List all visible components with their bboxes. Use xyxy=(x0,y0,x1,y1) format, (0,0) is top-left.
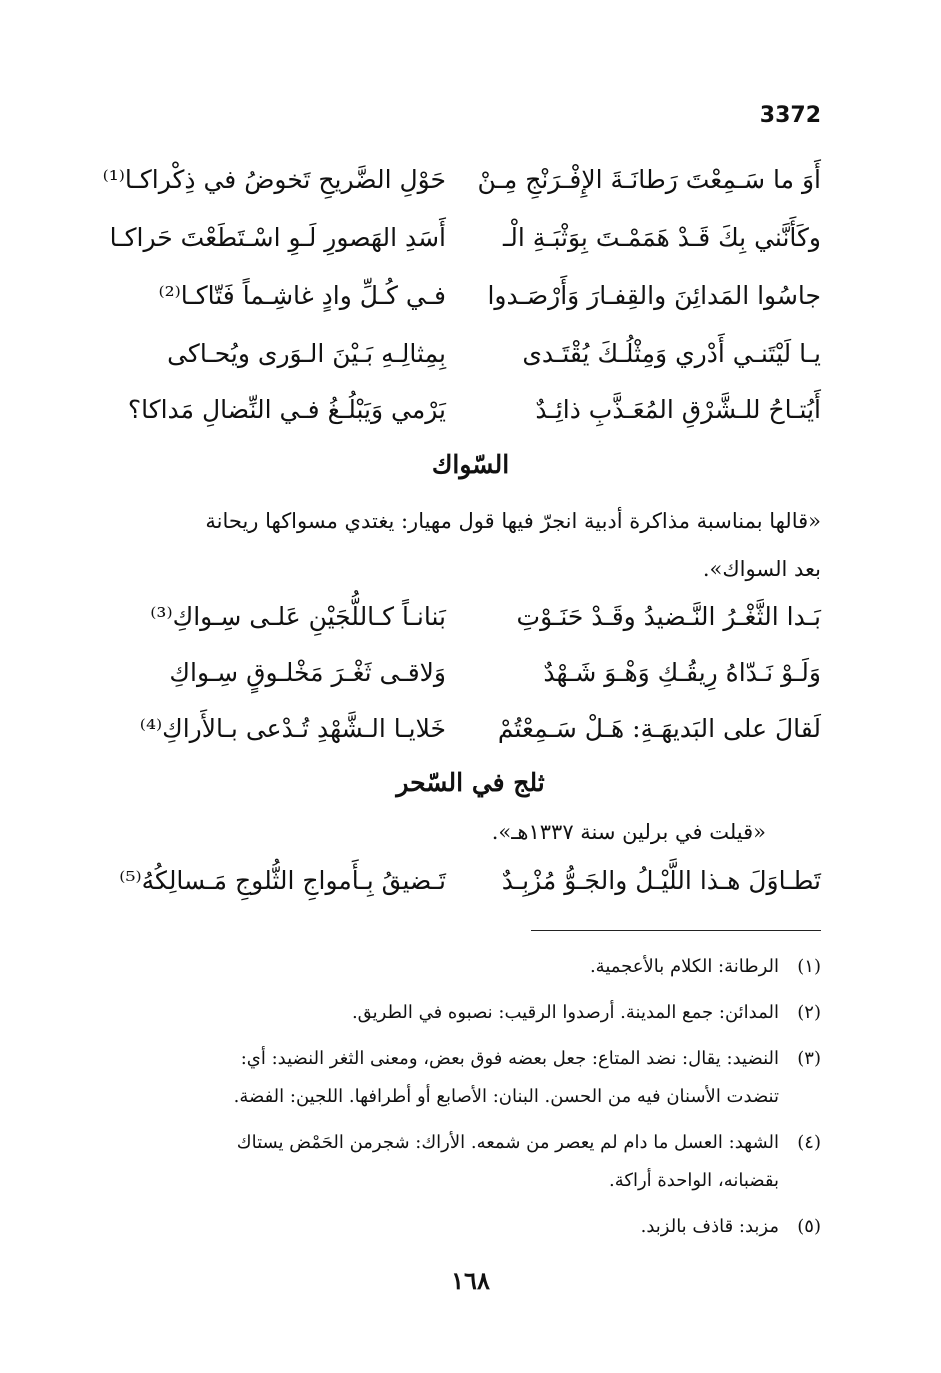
verse-second-hemistich: خَلايـا الـشَّهْدِ تُـدْعى بـالأَراكِ⁽⁴⁾ xyxy=(139,714,446,743)
verse-second-hemistich: بَنانـاً كـاللُّجَيْنِ عَلـى سِـواكِ⁽³⁾ xyxy=(150,602,446,631)
footnote-number: (٣) xyxy=(797,1048,821,1069)
verse-second-hemistich: وَلاقـى ثَغْـرَ مَخْلـوقٍ سِـواكِ xyxy=(169,658,446,687)
footnote-divider xyxy=(531,930,821,931)
verse-first-hemistich: لَقالَ على البَديهَـةِ: هَـلْ سَـمِعْتُمْ xyxy=(497,714,821,743)
footnote-text: المدائن: جمع المدينة. أرصدوا الرقيب: نصبوه في الطريق. xyxy=(351,1002,779,1023)
section-title: السّواك xyxy=(431,450,510,479)
footnote xyxy=(116,1040,821,1116)
verse-second-hemistich: تَـضيقُ بِـأَمواجِ الثُّلوجِ مَـسالِكُهُ⁽⁵⁾ xyxy=(119,866,446,895)
footnote-text: الرطانة: الكلام بالأعجمية. xyxy=(589,956,779,977)
verse-first-hemistich: وكَأَنَّني بِكَ قَـدْ هَمَمْـتَ بِوَثْبَـةِ الْـ xyxy=(502,223,821,252)
verse-first-hemistich: أَوَ ما سَـمِعْتَ رَطانَـةَ الإِفْـرَنْجِ مِـنْ xyxy=(477,165,821,194)
verse-line xyxy=(116,658,821,702)
footnote xyxy=(116,948,821,986)
footnote xyxy=(116,1208,821,1246)
verse-line xyxy=(116,714,821,758)
footnote-text: النضيد: يقال: نضد المتاع: جعل بعضه فوق بعض، ومعنى الثغر النضيد: أي: xyxy=(240,1048,779,1069)
section-intro xyxy=(116,808,766,856)
verse-second-hemistich: بِمِثالِـهِ بَـيْنَ الـوَرى ويُحـاكى xyxy=(167,339,446,368)
footnote-number: (٢) xyxy=(797,1002,821,1023)
verse-line xyxy=(116,866,821,910)
section-intro xyxy=(116,497,821,593)
verse-line xyxy=(102,165,821,209)
verse-first-hemistich: جاسُوا المَدائِنَ والقِفـارَ وَأَرْصَـدوا xyxy=(487,281,821,310)
verse-first-hemistich: يـا لَيْتَنـي أَدْري وَمِثْلُـكَ يُقْتَـدى xyxy=(522,339,821,368)
intro-line: بعد السواك». xyxy=(702,557,821,581)
verse-second-hemistich: أَسَدِ الهَصورِ لَـوِ اسْـتَطَعْتَ حَراكـا xyxy=(109,223,446,252)
footnote-number: (١) xyxy=(797,956,821,977)
footnote-text: الشهد: العسل ما دام لم يعصر من شمعه. الأراك: شجرمن الحَمْض يستاك xyxy=(236,1132,779,1153)
page-number: ١٦٨ xyxy=(451,1266,490,1295)
verse-first-hemistich: تَطـاوَلَ هـذا اللَّيْـلُ والجَـوُّ مُزْبِـدٌ xyxy=(501,866,821,895)
section-title: ثلج في السّحر xyxy=(396,768,545,797)
verse-line xyxy=(116,395,821,439)
verse-first-hemistich: بَـدا الثَّغْـرُ النَّـضيدُ وقَـدْ حَنَـوْتِ xyxy=(516,602,821,631)
verse-line xyxy=(116,602,821,646)
footnote-text-continued: بقضبانه، الواحدة أراكة. xyxy=(609,1170,779,1191)
footnote-number: (٥) xyxy=(797,1216,821,1237)
verse-second-hemistich: فـي كُـلِّ وادٍ غاشِـماً فَتّاكـا⁽²⁾ xyxy=(158,281,446,310)
footnote xyxy=(116,1124,821,1200)
footnote-number: (٤) xyxy=(797,1132,821,1153)
verse-second-hemistich: يَرْمي وَيَبْلُـغُ فـي النِّضالِ مَداكا؟ xyxy=(127,395,446,424)
verse-line xyxy=(116,339,821,383)
intro-line: «قالها بمناسبة مذاكرة أدبية انجرّ فيها قول مهيار: يغتدي مسواكها ريحانة xyxy=(205,509,821,533)
intro-line: «قيلت في برلين سنة ١٣٣٧هـ». xyxy=(491,820,766,844)
verse-line xyxy=(116,281,821,325)
footnote-text-continued: تنضدت الأسنان فيه من الحسن. البنان: الأصابع أو أطرافها. اللجين: الفضة. xyxy=(233,1086,779,1107)
verse-second-hemistich: حَوْلِ الضَّريحِ تَخوضُ في ذِكْراكـا⁽¹⁾ xyxy=(102,165,446,194)
footnote xyxy=(116,994,821,1032)
page-id: 3372 xyxy=(759,103,821,128)
verse-first-hemistich: وَلَـوْ نَـدّاهُ رِيقُـكِ وَهْـوَ شَـهْدٌ xyxy=(543,658,821,687)
verse-line xyxy=(109,223,821,267)
footnote-text: مزبد: قاذف بالزبد. xyxy=(640,1216,779,1237)
verse-first-hemistich: أَيُتـاحُ للـشَّرْقِ المُعَـذَّبِ ذائِـدٌ xyxy=(535,395,821,424)
